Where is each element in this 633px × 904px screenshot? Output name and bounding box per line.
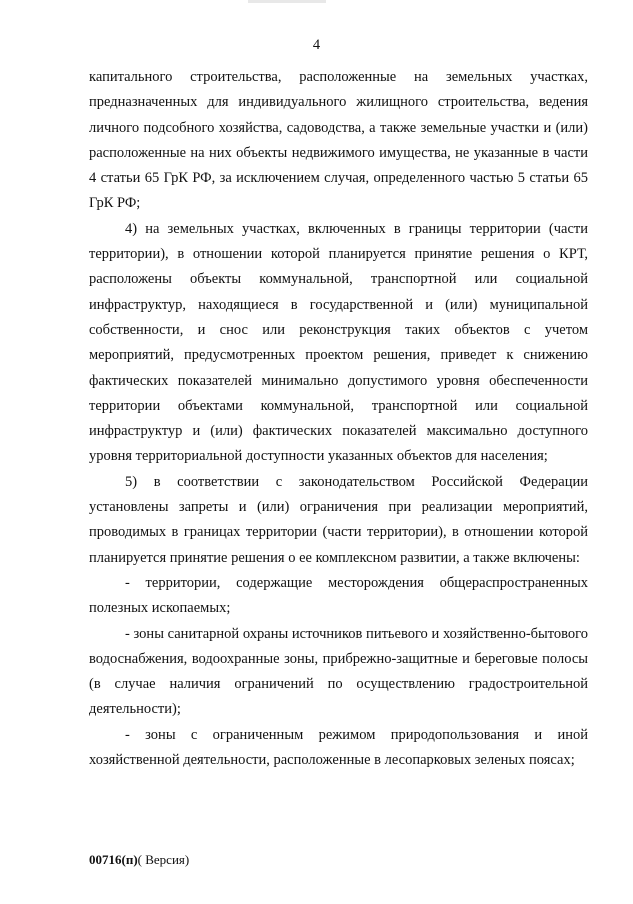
list-item-mineral-deposits: - территории, содержащие месторождения общераспространенных полезных ископаемых; xyxy=(89,574,588,617)
paragraph-item-5: 5) в соответствии с законодательством Российской Федерации установлены запреты и (или) ограничения при реализации мероприятий, проводимых в границах территории (части территории), в отношении которой планируется принятие решения о ее комплексном развитии, а также включены: xyxy=(89,473,588,566)
list-item-restricted-zones: - зоны с ограниченным режимом природопользования и иной хозяйственной деятельности, расположенные в лесопарковых зеленых поясах; xyxy=(89,726,588,769)
list-item-sanitary-zones: - зоны санитарной охраны источников питьевого и хозяйственно-бытового водоснабжения, водоохранные зоны, прибрежно-защитные и береговые полосы (в случае наличия ограничений по осуществлению градостроительной деятельности); xyxy=(89,625,588,718)
document-footer xyxy=(89,851,189,869)
document-code: 00716(п) xyxy=(89,852,138,867)
page-number: 4 xyxy=(312,37,321,53)
scan-artifact xyxy=(248,0,326,3)
paragraph-continuation: капитального строительства, расположенные на земельных участках, предназначенных для индивидуального жилищного строительства, ведения личного подсобного хозяйства, садоводства, а также земельные участки и (или) расположенные на них объекты недвижимого имущества, не указанные в части 4 статьи 65 ГрК РФ, за исключением случая, определенного частью 5 статьи 65 ГрК РФ; xyxy=(89,69,588,212)
version-label: ( Версия) xyxy=(137,852,190,867)
paragraph-item-4: 4) на земельных участках, включенных в границы территории (части территории), в отношении которой планируется принятие решения о КРТ, расположены объекты коммунальной, транспортной или социальной инфраструктур, находящиеся в государственной и (или) муниципальной собственности, и снос или реконструкция таких объектов с учетом мероприятий, предусмотренных проектом решения, приведет к снижению фактических показателей минимально допустимого уровня обеспеченности территории объектами коммунальной, транспортной или социальной инфраструктур и (или) фактических показателей максимально доступного уровня территориальной доступности указанных объектов для населения; xyxy=(89,220,588,465)
document-body xyxy=(89,65,588,773)
